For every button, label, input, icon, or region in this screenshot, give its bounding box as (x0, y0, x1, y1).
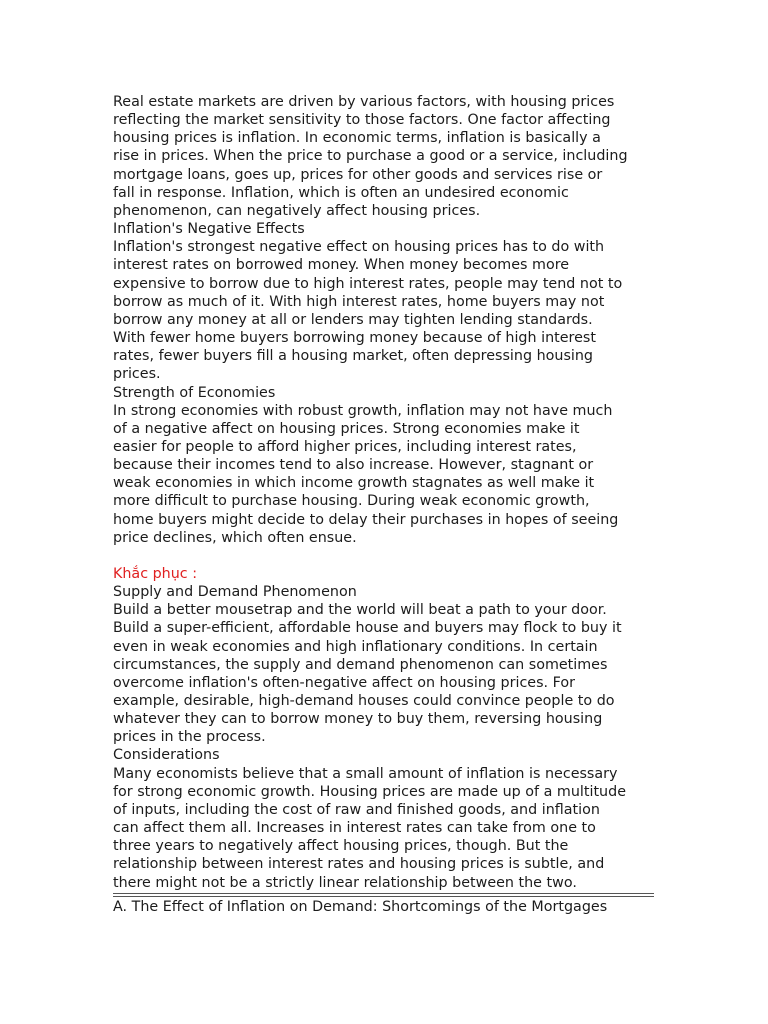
negative-effects-paragraph: Inflation's strongest negative effect on housing prices has to do with interest rates on borrowed money. When money becomes more expensive to borrow due to high interest rates, people may tend not to borrow as much of it. With high interest rates, home buyers may not borrow any money at all or lenders may tighten lending standards. With fewer home buyers borrowing money because of high interest rates, fewer buyers fill a housing market, often depressing housing prices. (113, 239, 623, 383)
section-heading-negative-effects: Inflation's Negative Effects (113, 221, 305, 238)
section-heading-considerations: Considerations (113, 747, 220, 764)
double-rule-divider (113, 893, 654, 897)
section-heading-supply-demand: Supply and Demand Phenomenon (113, 584, 357, 601)
section-heading-strength-of-economies: Strength of Economies (113, 384, 276, 401)
considerations-paragraph: Many economists believe that a small amount of inflation is necessary for strong economic growth. Housing prices are made up of a multitude of inputs, including the cost of raw and finished goods, and inflation can affect them all. Increases in interest rates can take from one to three years to negatively affect housing prices, though. But the relationship between interest rates and housing prices is subtle, and there might not be a strictly linear relationship between the two. (113, 765, 626, 891)
document-page (113, 93, 659, 916)
blank-line (113, 547, 659, 565)
supply-demand-paragraph: Build a better mousetrap and the world will beat a path to your door. Build a super-efficient, affordable house and buyers may flock to buy it even in weak economies and high inflationary conditions. In certain circumstances, the supply and demand phenomenon can sometimes overcome inflation's often-negative affect on housing prices. For example, desirable, high-demand houses could convince people to do whatever they can to borrow money to buy them, reversing housing prices in the process. (113, 602, 622, 746)
remedy-label: Khắc phục : (113, 565, 198, 582)
strength-of-economies-paragraph: In strong economies with robust growth, inflation may not have much of a negative affect on housing prices. Strong economies make it easier for people to afford higher prices, including interest rates, because their incomes tend to also increase. However, stagnant or weak economies in which income growth stagnates as well make it more difficult to purchase housing. During weak economic growth, home buyers might decide to delay their purchases in hopes of seeing price declines, which often ensue. (113, 402, 619, 546)
intro-paragraph: Real estate markets are driven by various factors, with housing prices reflecting the market sensitivity to those factors. One factor affecting housing prices is inflation. In economic terms, inflation is basically a rise in prices. When the price to purchase a good or a service, including mortgage loans, goes up, prices for other goods and services rise or fall in response. Inflation, which is often an undesired economic phenomenon, can negatively affect housing prices. (113, 94, 628, 219)
next-section-heading: A. The Effect of Inflation on Demand: Shortcomings of the Mortgages (113, 898, 608, 915)
